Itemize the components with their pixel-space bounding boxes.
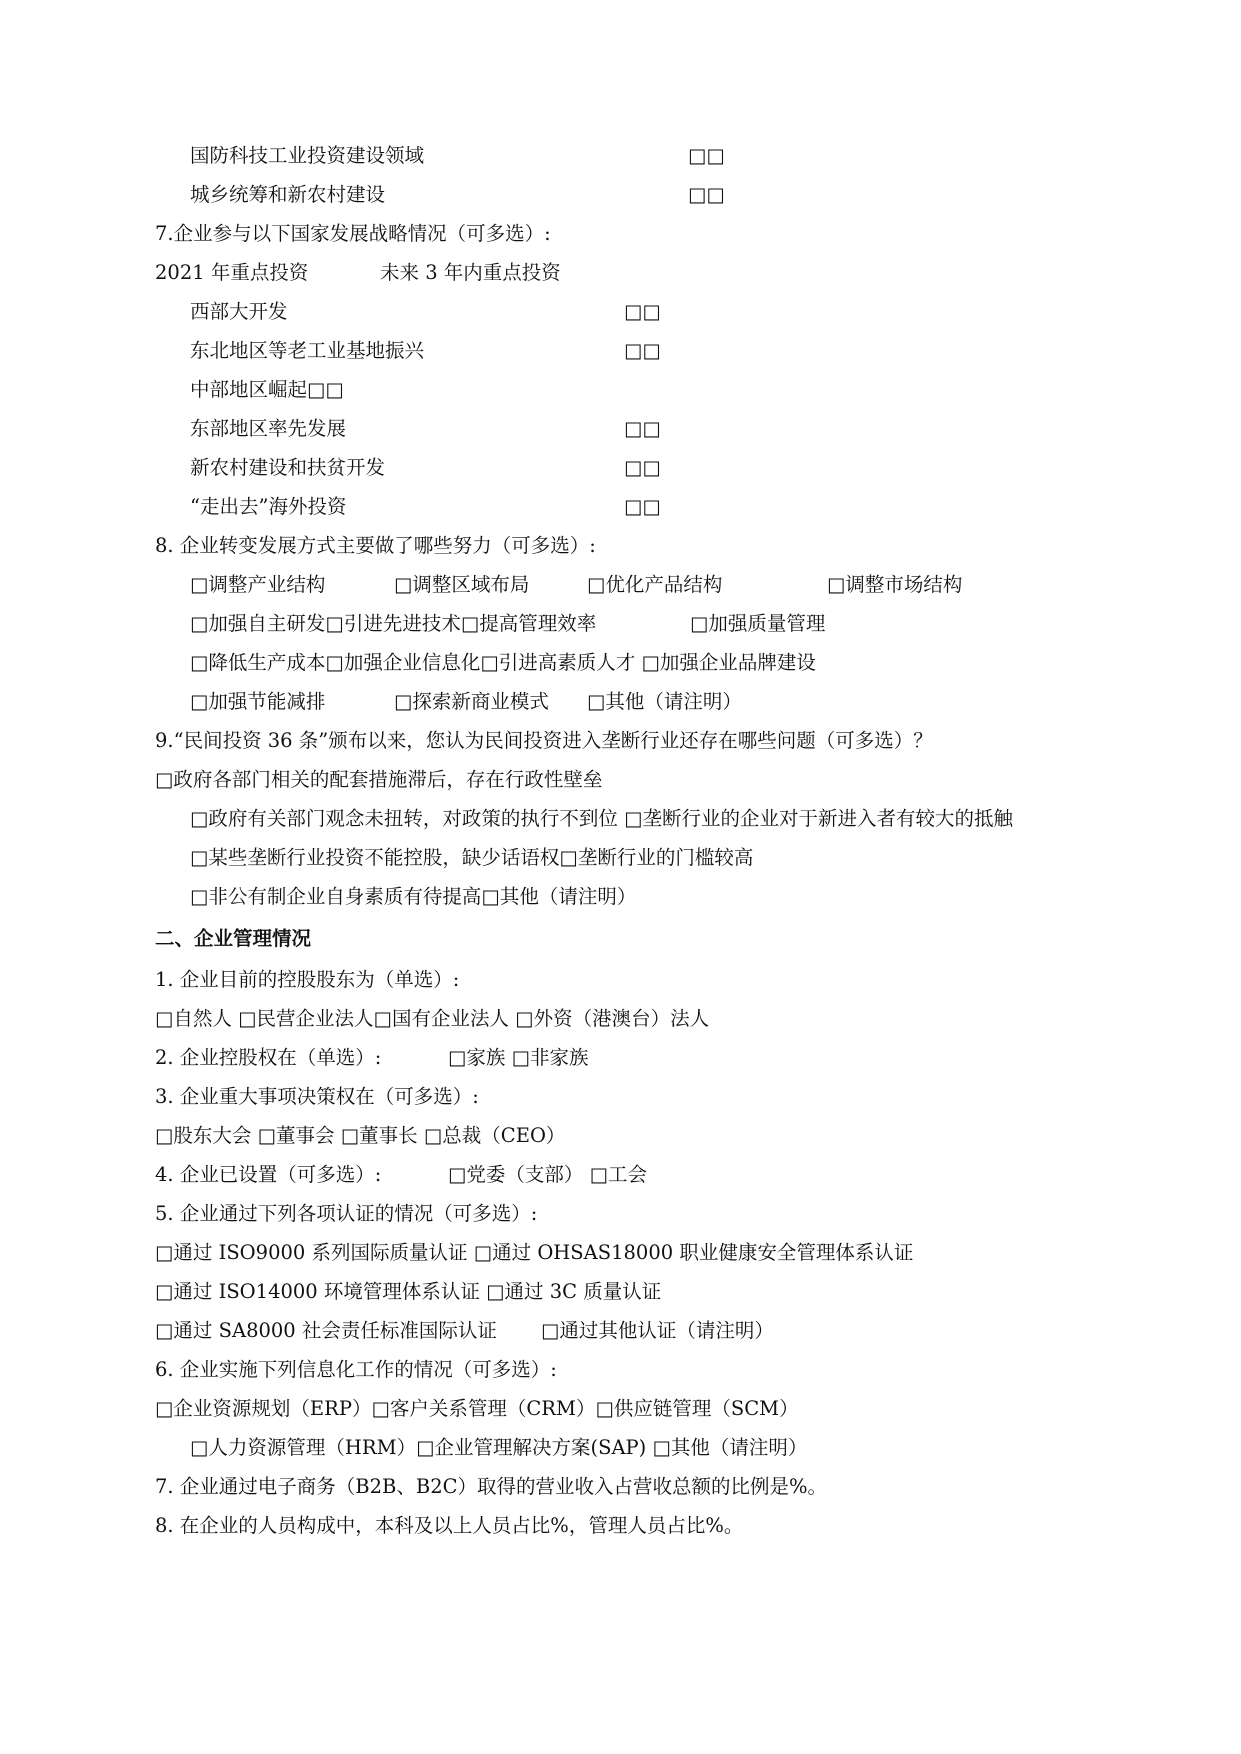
line-eastern-development bbox=[190, 414, 661, 444]
options-control-and-threshold[interactable]: □某些垄断行业投资不能控股，缺少话语权□垄断行业的门槛较高 bbox=[190, 846, 754, 869]
options-decision-power[interactable]: □股东大会 □董事会 □董事长 □总裁（CEO） bbox=[155, 1124, 566, 1147]
new-countryside-label: 新农村建设和扶贫开发 bbox=[190, 456, 386, 479]
options-policy-and-resistance[interactable]: □政府有关部门观念未扭转，对政策的执行不到位 □垄断行业的企业对于新进入者有较大的抵触 bbox=[190, 807, 1014, 830]
going-out-label: “走出去”海外投资 bbox=[190, 495, 347, 518]
options-iso9000-ohsas[interactable]: □通过 ISO9000 系列国际质量认证 □通过 OHSAS18000 职业健康安全管理体系认证 bbox=[155, 1241, 914, 1264]
eastern-development-label: 东部地区率先发展 bbox=[190, 417, 347, 440]
strategy-column-headers bbox=[155, 258, 561, 288]
eastern-development-checkboxes[interactable]: □□ bbox=[624, 417, 661, 440]
urban-rural-label: 城乡统筹和新农村建设 bbox=[190, 183, 386, 206]
line-western-development bbox=[190, 297, 661, 327]
option-optimize-product-structure[interactable]: □优化产品结构 bbox=[587, 573, 723, 596]
question-2-5-certifications: 5. 企业通过下列各项认证的情况（可多选）: bbox=[155, 1202, 538, 1225]
defense-industry-label: 国防科技工业投资建设领域 bbox=[190, 144, 425, 167]
option-adjust-market-structure[interactable]: □调整市场结构 bbox=[827, 573, 963, 596]
defense-industry-checkboxes[interactable]: □□ bbox=[688, 144, 725, 167]
options-family[interactable]: □家族 □非家族 bbox=[448, 1046, 589, 1069]
header-future-3-years: 未来 3 年内重点投资 bbox=[380, 261, 561, 284]
new-countryside-checkboxes[interactable]: □□ bbox=[624, 456, 661, 479]
options-rnd-tech-efficiency[interactable]: □加强自主研发□引进先进技术□提高管理效率 bbox=[190, 612, 597, 635]
header-2021-investment: 2021 年重点投资 bbox=[155, 261, 309, 284]
option-other-transformation[interactable]: □其他（请注明） bbox=[587, 690, 742, 713]
options-iso14000-3c[interactable]: □通过 ISO14000 环境管理体系认证 □通过 3C 质量认证 bbox=[155, 1280, 662, 1303]
question-2-6-informatization: 6. 企业实施下列信息化工作的情况（可多选）: bbox=[155, 1358, 557, 1381]
transformation-row-3[interactable]: □降低生产成本□加强企业信息化□引进高素质人才 □加强企业品牌建设 bbox=[190, 651, 816, 674]
option-other-certification[interactable]: □通过其他认证（请注明） bbox=[541, 1319, 774, 1342]
question-7-strategy: 7.企业参与以下国家发展战略情况（可多选）: bbox=[155, 222, 551, 245]
northeast-revitalization-checkboxes[interactable]: □□ bbox=[624, 339, 661, 362]
option-administrative-barriers[interactable]: □政府各部门相关的配套措施滞后，存在行政性壁垒 bbox=[155, 768, 603, 791]
question-2-7-ecommerce-ratio: 7. 企业通过电子商务（B2B、B2C）取得的营业收入占营收总额的比例是%。 bbox=[155, 1475, 828, 1498]
western-development-checkboxes[interactable]: □□ bbox=[624, 300, 661, 323]
option-new-business-model[interactable]: □探索新商业模式 bbox=[394, 690, 549, 713]
option-adjust-regional-layout[interactable]: □调整区域布局 bbox=[394, 573, 530, 596]
section-2-heading: 二、企业管理情况 bbox=[155, 927, 312, 950]
question-8-transformation: 8. 企业转变发展方式主要做了哪些努力（可多选）: bbox=[155, 534, 596, 557]
line-new-countryside bbox=[190, 453, 661, 483]
northeast-revitalization-label: 东北地区等老工业基地振兴 bbox=[190, 339, 425, 362]
line-central-rise[interactable]: 中部地区崛起□□ bbox=[190, 378, 344, 401]
options-hrm-sap-other[interactable]: □人力资源管理（HRM）□企业管理解决方案(SAP) □其他（请注明） bbox=[190, 1436, 808, 1459]
options-erp-crm-scm[interactable]: □企业资源规划（ERP）□客户关系管理（CRM）□供应链管理（SCM） bbox=[155, 1397, 799, 1420]
line-northeast-revitalization bbox=[190, 336, 661, 366]
question-9-private-investment: 9.“民间投资 36 条”颁布以来，您认为民间投资进入垄断行业还存在哪些问题（可多选）？ bbox=[155, 729, 933, 752]
question-2-2-control-right bbox=[155, 1043, 589, 1073]
line-urban-rural bbox=[190, 180, 725, 210]
western-development-label: 西部大开发 bbox=[190, 300, 288, 323]
option-energy-saving[interactable]: □加强节能减排 bbox=[190, 690, 326, 713]
question-2-3-decision-power: 3. 企业重大事项决策权在（可多选）: bbox=[155, 1085, 479, 1108]
organizations-label: 4. 企业已设置（可多选）: bbox=[155, 1163, 382, 1186]
question-2-8-staff-composition: 8. 在企业的人员构成中，本科及以上人员占比%，管理人员占比%。 bbox=[155, 1514, 744, 1537]
option-strengthen-quality[interactable]: □加强质量管理 bbox=[690, 612, 826, 635]
question-2-4-organizations bbox=[155, 1160, 648, 1190]
options-quality-and-other[interactable]: □非公有制企业自身素质有待提高□其他（请注明） bbox=[190, 885, 637, 908]
options-controlling-shareholder[interactable]: □自然人 □民营企业法人□国有企业法人 □外资（港澳台）法人 bbox=[155, 1007, 710, 1030]
options-party-union[interactable]: □党委（支部） □工会 bbox=[448, 1163, 648, 1186]
line-going-out bbox=[190, 492, 661, 522]
urban-rural-checkboxes[interactable]: □□ bbox=[688, 183, 725, 206]
line-defense-industry bbox=[190, 141, 725, 171]
option-sa8000[interactable]: □通过 SA8000 社会责任标准国际认证 bbox=[155, 1319, 497, 1342]
control-right-label: 2. 企业控股权在（单选）: bbox=[155, 1046, 382, 1069]
question-2-1-controlling-shareholder: 1. 企业目前的控股股东为（单选）: bbox=[155, 968, 460, 991]
option-adjust-industry-structure[interactable]: □调整产业结构 bbox=[190, 573, 326, 596]
going-out-checkboxes[interactable]: □□ bbox=[624, 495, 661, 518]
